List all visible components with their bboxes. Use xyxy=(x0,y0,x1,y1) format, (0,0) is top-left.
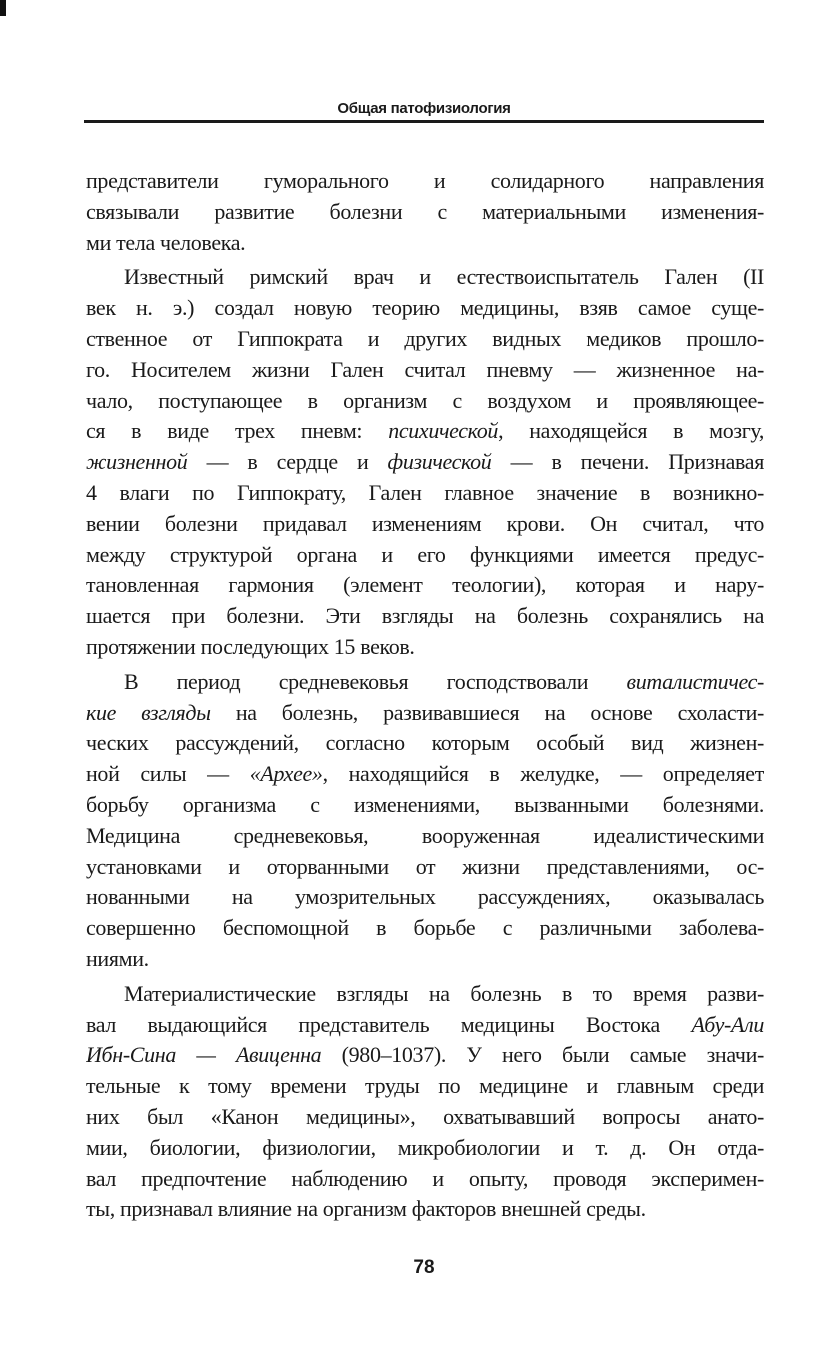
text-line: ческих рассуждений, согласно которым особый вид жизнен- xyxy=(86,730,764,756)
text-segment: (980–1037). У него были самые значи- xyxy=(321,1042,764,1068)
text-segment: , находящейся в мозгу, xyxy=(498,418,764,444)
text-segment: ся в виде трех пневм: xyxy=(86,418,363,444)
italic-term: кие взгляды xyxy=(86,699,211,725)
italic-term: Абу-Али xyxy=(691,1011,764,1037)
text-segment: — в печени. Признавая xyxy=(491,449,764,475)
text-line: чало, поступающее в организм с воздухом и проявляющее- xyxy=(86,387,764,413)
text-line: го. Носителем жизни Гален считал пневму — жизненное на- xyxy=(86,356,764,382)
italic-term: виталистичес- xyxy=(626,668,764,694)
header-rule xyxy=(84,120,764,123)
text-segment: на болезнь, развивавшиеся на основе схоласти- xyxy=(210,699,764,725)
text-line-mixed xyxy=(86,447,764,478)
italic-term: физической xyxy=(387,449,492,475)
text-segment: — в сердце и xyxy=(187,449,388,475)
text-line: них был «Канон медицины», охватывавший вопросы анато- xyxy=(86,1103,764,1129)
text-line: совершенно беспомощной в борьбе с различными заболева- xyxy=(86,915,764,941)
text-line: ми тела человека. xyxy=(86,229,246,255)
text-line-mixed xyxy=(86,416,764,447)
text-line-mixed xyxy=(86,698,764,729)
text-line: шается при болезни. Эти взгляды на болезнь сохранялись на xyxy=(86,603,764,629)
text-line: Известный римский врач и естествоиспытатель Гален (II xyxy=(124,264,764,290)
text-line: ты, признавал влияние на организм факторов внешней среды. xyxy=(86,1196,646,1222)
text-line: представители гуморального и солидарного направления xyxy=(86,168,764,193)
italic-term: Ибн-Сина — Авиценна xyxy=(86,1042,322,1068)
text-line-mixed xyxy=(86,1010,764,1041)
text-line: Материалистические взгляды на болезнь в то время разви- xyxy=(124,980,764,1006)
text-segment: В период средневековья господствовали xyxy=(124,668,627,694)
text-line: протяжении последующих 15 веков. xyxy=(86,633,415,659)
text-segment: , находящийся в желудке, — определяет xyxy=(322,761,764,787)
text-line: Медицина средневековья, вооруженная идеалистическими xyxy=(86,822,764,848)
text-line: век н. э.) создал новую теорию медицины, взяв самое суще- xyxy=(86,295,764,321)
text-line-mixed xyxy=(86,759,764,790)
text-line: тановленная гармония (элемент теологии), которая и нару- xyxy=(86,572,764,598)
italic-term: «Архее» xyxy=(249,761,323,787)
running-head-title: Общая патофизиология xyxy=(337,100,511,117)
text-line: нованными на умозрительных рассуждениях, оказывалась xyxy=(86,884,764,910)
text-line: ниями. xyxy=(86,945,149,971)
text-line: тельные к тому времени труды по медицине и главным среди xyxy=(86,1073,764,1099)
italic-term: психической xyxy=(388,418,499,444)
italic-term: жизненной xyxy=(86,449,188,475)
text-line: связывали развитие болезни с материальными изменения- xyxy=(86,198,764,224)
text-line: мии, биологии, физиологии, микробиологии и т. д. Он отда- xyxy=(86,1134,764,1160)
scan-edge-mark xyxy=(0,0,6,16)
text-line: 4 влаги по Гиппократу, Гален главное значение в возникно- xyxy=(86,479,764,505)
text-line: борьбу организма с изменениями, вызванными болезнями. xyxy=(86,791,764,817)
text-line-mixed xyxy=(86,667,764,698)
text-line-mixed xyxy=(86,1040,764,1071)
text-segment: вал выдающийся представитель медицины Востока xyxy=(86,1011,692,1037)
page-number: 78 xyxy=(413,1257,435,1278)
text-line: установками и оторванными от жизни представлениями, ос- xyxy=(86,853,764,879)
text-line: вал предпочтение наблюдению и опыту, проводя эксперимен- xyxy=(86,1165,764,1191)
text-line: между структурой органа и его функциями имеется предус- xyxy=(86,541,764,567)
text-line: ственное от Гиппократа и других видных медиков прошло- xyxy=(86,325,764,351)
text-line: вении болезни придавал изменениям крови. Он считал, что xyxy=(86,510,764,536)
body-text xyxy=(86,166,764,1225)
text-segment: ной силы — xyxy=(86,761,250,787)
